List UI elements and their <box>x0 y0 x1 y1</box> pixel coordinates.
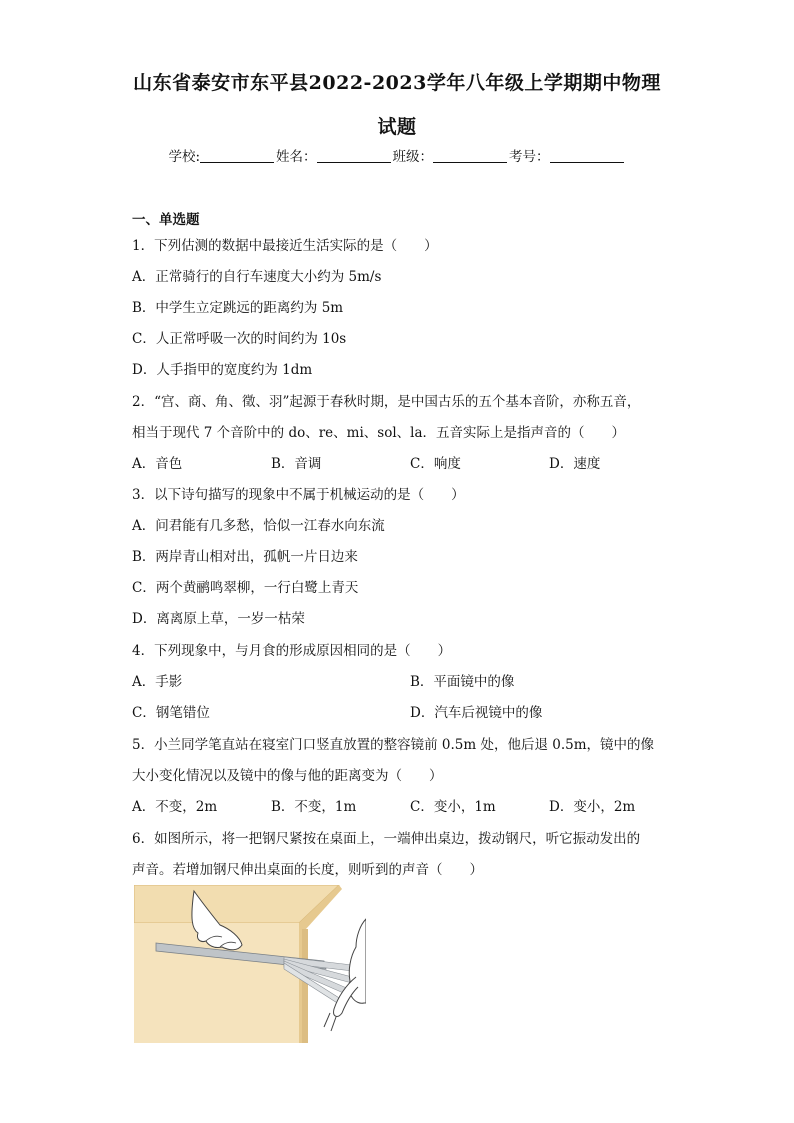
q3-option-b: B．两岸青山相对出，孤帆一片日边来 <box>132 549 358 565</box>
exam-title-line2: 试题 <box>377 116 417 138</box>
exam-title-line1: 山东省泰安市东平县2022-2023学年八年级上学期期中物理 <box>133 72 661 94</box>
q1-option-a: A．正常骑行的自行车速度大小约为 5m/s <box>132 269 382 285</box>
q3-option-a: A．问君能有几多愁，恰似一江春水向东流 <box>132 518 385 534</box>
q1-option-b: B．中学生立定跳远的距离约为 5m <box>132 300 344 316</box>
student-info-row <box>0 145 794 165</box>
q5-option-a: A．不变，2m <box>132 799 218 815</box>
q6-stem-line2: 声音。若增加钢尺伸出桌面的长度，则听到的声音（ ） <box>132 862 483 878</box>
school-label: 学校: <box>168 149 201 165</box>
exam-no-label: 考号： <box>509 149 550 165</box>
q3-stem: 3．以下诗句描写的现象中不属于机械运动的是（ ） <box>132 487 465 503</box>
motion-mark-1 <box>324 1013 330 1027</box>
q4-option-d: D．汽车后视镜中的像 <box>410 705 543 721</box>
q2-option-c: C．响度 <box>410 456 461 472</box>
q4-option-c: C．钢笔错位 <box>132 705 210 721</box>
class-blank[interactable] <box>433 148 507 163</box>
exam-no-blank[interactable] <box>550 148 624 163</box>
q5-option-c: C．变小，1m <box>410 799 496 815</box>
q2-stem-line1: 2．“宫、商、角、徵、羽”起源于春秋时期，是中国古乐的五个基本音阶，亦称五音， <box>132 394 641 410</box>
q1-option-d: D．人手指甲的宽度约为 1dm <box>132 362 313 378</box>
q6-stem-line1: 6．如图所示，将一把钢尺紧按在桌面上，一端伸出桌边，拨动钢尺，听它振动发出的 <box>132 831 641 847</box>
q2-option-d: D．速度 <box>549 456 601 472</box>
q5-option-b: B．不变，1m <box>271 799 357 815</box>
ruler-on-table-illustration <box>134 885 366 1043</box>
q4-option-b: B．平面镜中的像 <box>410 674 515 690</box>
q4-option-a: A．手影 <box>132 674 183 690</box>
q5-stem-line2: 大小变化情况以及镜中的像与他的距离变为（ ） <box>132 768 443 784</box>
q2-option-b: B．音调 <box>271 456 322 472</box>
q2-option-a: A．音色 <box>132 456 183 472</box>
q1-option-c: C．人正常呼吸一次的时间约为 10s <box>132 331 347 347</box>
q2-stem-line2: 相当于现代 7 个音阶中的 do、re、mi、sol、la．五音实际上是指声音的（ ） <box>132 425 626 441</box>
q5-stem-line1: 5．小兰同学笔直站在寝室门口竖直放置的整容镜前 0.5m 处，他后退 0.5m，镜中的像 <box>132 737 655 753</box>
class-label: 班级： <box>392 149 434 165</box>
school-blank[interactable] <box>200 148 274 163</box>
q3-option-c: C．两个黄鹂鸣翠柳，一行白鹭上青天 <box>132 580 359 596</box>
q1-stem: 1．下列估测的数据中最接近生活实际的是（ ） <box>132 238 438 254</box>
table-leg-edge <box>302 929 308 1043</box>
motion-mark-2 <box>331 1017 336 1031</box>
section-heading: 一、单选题 <box>132 212 200 228</box>
q4-stem: 4．下列现象中，与月食的形成原因相同的是（ ） <box>132 643 452 659</box>
q3-option-d: D．离离原上草，一岁一枯荣 <box>132 611 305 627</box>
name-blank[interactable] <box>317 148 391 163</box>
q5-option-d: D．变小，2m <box>549 799 636 815</box>
name-label: 姓名： <box>276 149 317 165</box>
